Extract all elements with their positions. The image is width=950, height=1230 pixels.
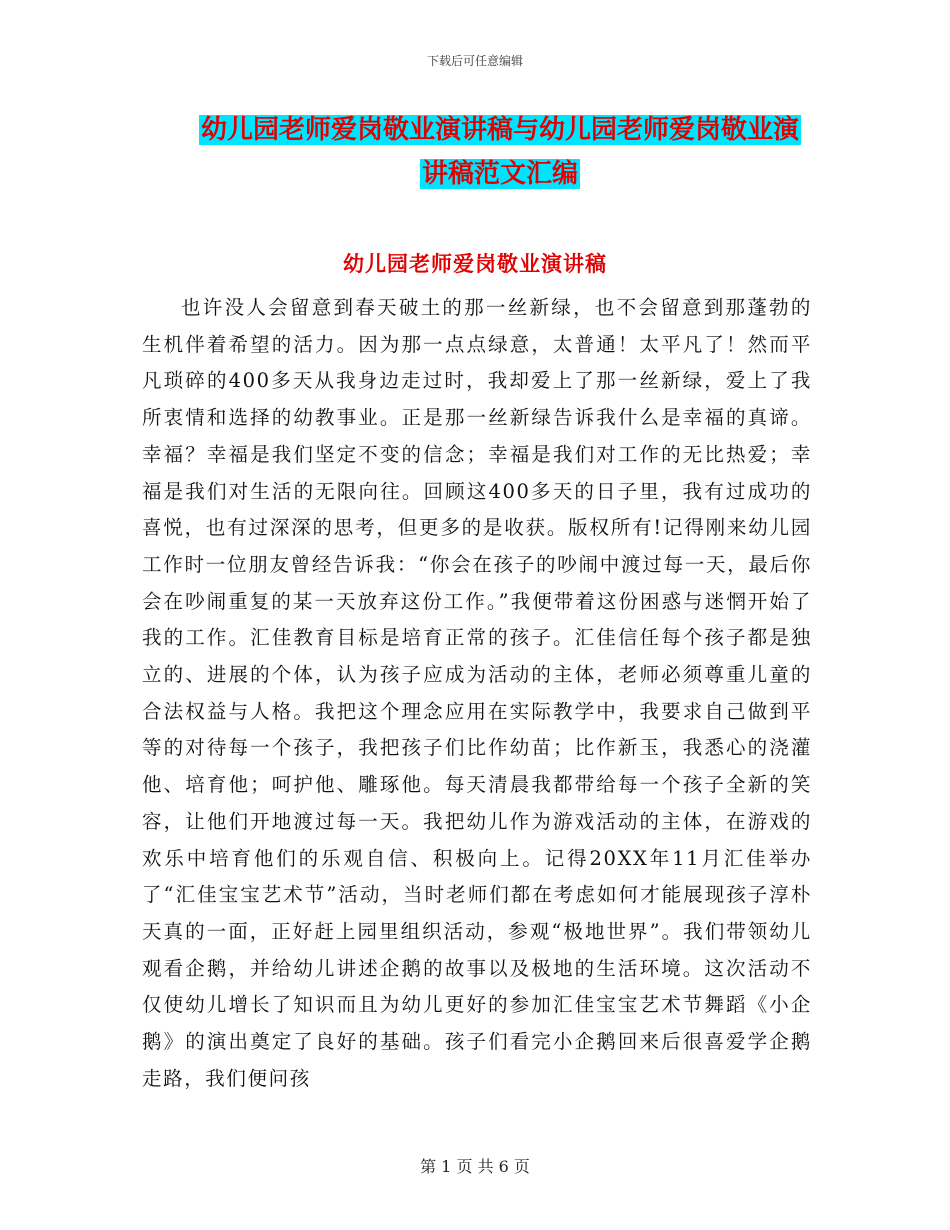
body-paragraph: 也许没人会留意到春天破土的那一丝新绿，也不会留意到那蓬勃的生机伴着希望的活力。因为那一点点绿意，太普通！太平凡了！然而平凡琐碎的400多天从我身边走过时，我却爱上了那一丝新绿，爱上了我所衷情和选择的幼教事业。正是那一丝新绿告诉我什么是幸福的真谛。幸福？幸福是我们坚定不变的信念；幸福是我们对工作的无比热爱；幸福是我们对生活的无限向往。回顾这400多天的日子里，我有过成功的喜悦，也有过深深的思考，但更多的是收获。版权所有!记得刚来幼儿园工作时一位朋友曾经告诉我：“你会在孩子的吵闹中渡过每一天，最后你会在吵闹重复的某一天放弃这份工作。”我便带着这份困惑与迷惘开始了我的工作。汇佳教育目标是培育正常的孩子。汇佳信任每个孩子都是独立的、进展的个体，认为孩子应成为活动的主体，老师必须尊重儿童的合法权益与人格。我把这个理念应用在实际教学中，我要求自己做到平等的对待每一个孩子，我把孩子们比作幼苗；比作新玉，我悉心的浇灌他、培育他；呵护他、雕琢他。每天清晨我都带给每一个孩子全新的笑容，让他们开地渡过每一天。我把幼儿作为游戏活动的主体，在游戏的欢乐中培育他们的乐观自信、积极向上。记得20XX年11月汇佳举办了“汇佳宝宝艺术节”活动，当时老师们都在考虑如何才能展现孩子淳朴天真的一面，正好赶上园里组织活动，参观“极地世界”。我们带领幼儿观看企鹅，并给幼儿讲述企鹅的故事以及极地的生活环境。这次活动不仅使幼儿增长了知识而且为幼儿更好的参加汇佳宝宝艺术节舞蹈《小企鹅》的演出奠定了良好的基础。孩子们看完小企鹅回来后很喜爱学企鹅走路，我们便问孩 [142, 296, 812, 1090]
section-title: 幼儿园老师爱岗敬业演讲稿 [343, 252, 607, 276]
document-title [150, 108, 850, 196]
document-title-line2: 讲稿范文汇编 [421, 159, 578, 189]
page-number-footer: 第 1 页 共 6 页 [420, 1157, 530, 1176]
page-header-note: 下载后可任意编辑 [426, 54, 523, 68]
document-title-line1: 幼儿园老师爱岗敬业演讲稿与幼儿园老师爱岗敬业演 [200, 115, 799, 145]
